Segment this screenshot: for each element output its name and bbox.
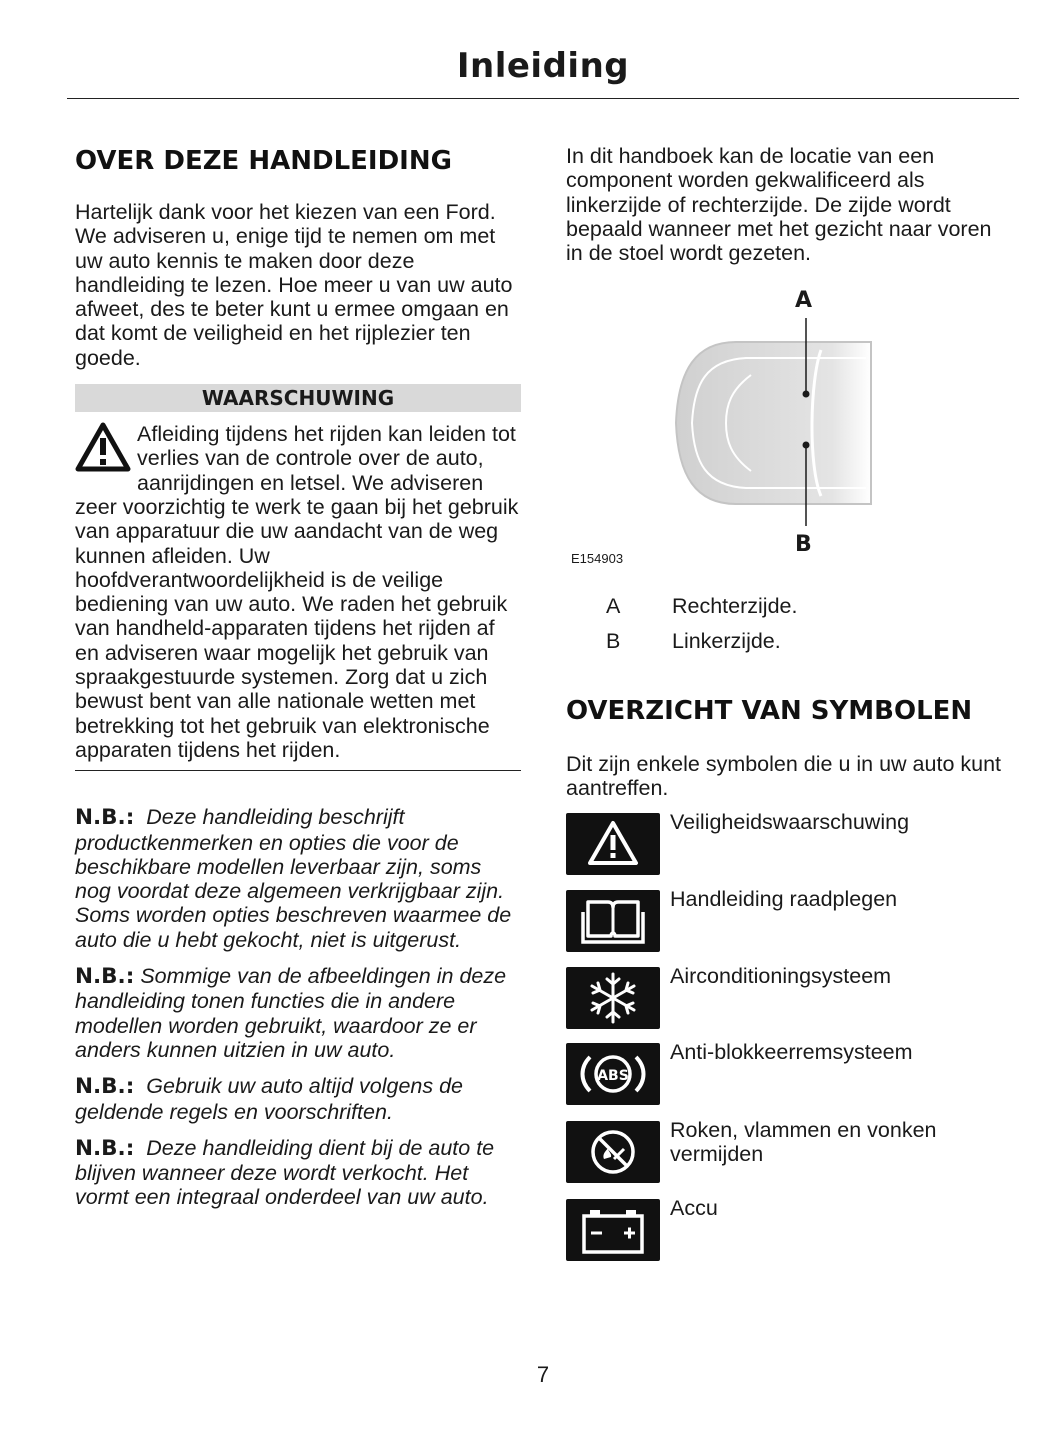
- note-text: Deze handleiding dient bij de auto te blijven wanneer deze wordt verkocht. Het vormt een integraal onderdeel van uw auto.: [75, 1135, 495, 1210]
- symbol-tile: [566, 890, 660, 952]
- note-text: Gebruik uw auto altijd volgens de geldende regels en voorschriften.: [75, 1074, 463, 1124]
- warning-triangle-icon: [75, 422, 131, 474]
- car-side-diagram: [566, 280, 886, 570]
- warning-title-bar: WAARSCHUWING: [75, 384, 521, 412]
- legend-value: Rechterzijde.: [671, 594, 798, 618]
- legend-value: Linkerzijde.: [671, 629, 781, 653]
- symbol-label: Accu: [670, 1196, 718, 1220]
- legend-row-b: [606, 629, 781, 654]
- symbol-tile: [566, 1121, 660, 1183]
- no-smoking-icon: [566, 1121, 660, 1183]
- right-column: [566, 144, 1006, 265]
- note-item: [75, 1074, 521, 1124]
- note-label: N.B.:: [75, 1074, 135, 1100]
- symbol-label: Roken, vlammen en vonken vermijden: [670, 1118, 937, 1167]
- symbol-label: Anti-blokkeerremsysteem: [670, 1040, 913, 1064]
- abs-icon-text: ABS: [597, 1068, 629, 1084]
- warning-block: [75, 422, 521, 771]
- section-heading-handleiding: OVER DEZE HANDLEIDING: [75, 146, 452, 176]
- warning-triangle-icon: [566, 813, 660, 875]
- note-label: N.B.:: [75, 1135, 135, 1161]
- note-text: Sommige van de afbeeldingen in deze handleiding tonen functies die in andere modellen worden gebruikt, waardoor ze er anders kunnen uitzien in uw auto.: [75, 964, 507, 1062]
- symbols-intro: Dit zijn enkele symbolen die u in uw auto kunt aantreffen.: [566, 752, 1002, 801]
- battery-icon: [566, 1199, 660, 1261]
- notes-list: [75, 805, 521, 1209]
- symbol-tile: [566, 813, 660, 875]
- left-column: [75, 140, 521, 1210]
- snowflake-icon: [566, 967, 660, 1029]
- note-label: N.B.:: [75, 805, 135, 831]
- symbol-label: Veiligheidswaarschuwing: [670, 810, 910, 834]
- symbol-tile: [566, 1043, 660, 1105]
- note-label: N.B.:: [75, 964, 135, 990]
- note-item: [75, 1136, 521, 1210]
- side-definition-paragraph: In dit handboek kan de locatie van een component worden gekwalificeerd als linkerzijde of rechterzijde. De zijde wordt bepaald wanneer met het gezicht naar voren in de stoel wordt gezeten.: [566, 144, 992, 266]
- note-item: [75, 964, 521, 1062]
- car-top-view-illustration: [566, 280, 886, 570]
- note-item: [75, 805, 521, 952]
- intro-paragraph: Hartelijk dank voor het kiezen van een Ford. We adviseren u, enige tijd te nemen om met uw auto kennis te maken door deze handleiding te lezen. Hoe meer u van uw auto afweet, des te beter kunt u ermee omgaan en dat komt de veiligheid en het rijplezier ten goede.: [75, 200, 513, 370]
- warning-text: Afleiding tijdens het rijden kan leiden tot verlies van de controle over de auto, aanrijdingen en letsel. We adviseren zeer voorzichtig te werk te gaan bij het gebruik van apparatuur die uw aandacht van de weg kunnen afleiden. Uw hoofdverantwoordelijkheid is de veilige bediening van uw auto. We raden het gebruik van handheld-apparaten tijdens het rijden af en adviseren waar mogelijk het gebruik van spraakgestuurde systemen. Zorg dat u zich bewust bent van alle nationale wetten met betrekking tot het gebruik van elektronische apparaten tijdens het rijden.: [75, 422, 519, 762]
- page-title: Inleiding: [456, 46, 630, 86]
- legend-row-a: [606, 594, 797, 619]
- symbol-label: Airconditioningsysteem: [670, 964, 892, 988]
- title-divider: [67, 98, 1019, 99]
- symbol-tile: [566, 1199, 660, 1261]
- legend-key: B: [606, 629, 621, 653]
- diagram-label-b: B: [795, 532, 812, 557]
- abs-icon: [566, 1043, 660, 1105]
- legend-key: A: [606, 594, 621, 618]
- page-number: 7: [536, 1362, 550, 1387]
- diagram-code: E154903: [571, 551, 624, 566]
- symbol-label: Handleiding raadplegen: [670, 887, 898, 911]
- note-text: Deze handleiding beschrijft productkenmerken en opties die voor de beschikbare modellen leverbaar zijn, soms nog voordat deze algemeen verkrijgbaar zijn. Soms worden opties beschreven waarmee de auto die u hebt gekocht, niet is uitgerust.: [75, 805, 512, 952]
- section-heading-symbolen: OVERZICHT VAN SYMBOLEN: [566, 696, 973, 726]
- manual-book-icon: [566, 890, 660, 952]
- warning-divider: [75, 770, 521, 771]
- diagram-label-a: A: [795, 288, 813, 313]
- symbol-tile: [566, 967, 660, 1029]
